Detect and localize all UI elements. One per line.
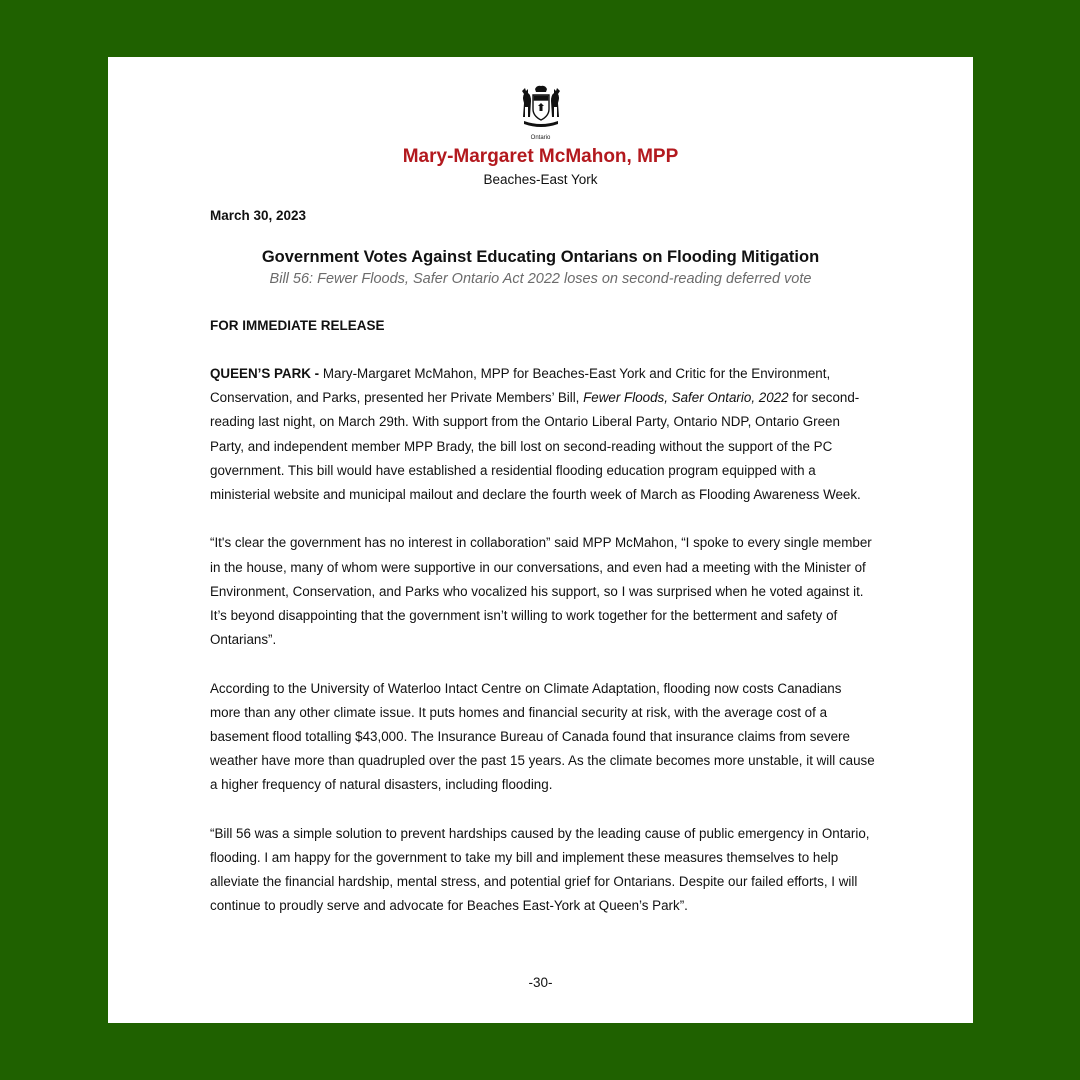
crest-label: Ontario: [530, 135, 551, 141]
dateline: QUEEN’S PARK -: [210, 366, 320, 381]
bill-title: Fewer Floods, Safer Ontario, 2022: [583, 390, 789, 406]
body-text: [210, 362, 875, 943]
press-release-page: [108, 57, 973, 1023]
paragraph-4: “Bill 56 was a simple solution to prevent hardships caused by the leading cause of public emergency in Ontario, flooding. I am happy for the government to take my bill and implement these measures themselves to help alleviate the financial hardship, mental stress, and potential grief for Ontarians. Despite our failed efforts, I will continue to proudly serve and advocate for Beaches East-York at Queen’s Park”.: [210, 825, 870, 914]
paragraph-1-part-1: Mary-Margaret McMahon, MPP for Beaches-East York and Critic for the Environment, Conservation, and Parks, presented her Private Members’ Bill,: [210, 366, 831, 406]
ontario-crest: [108, 83, 973, 142]
paragraph-3: According to the University of Waterloo Intact Centre on Climate Adaptation, flooding now costs Canadians more than any other climate issue. It puts homes and financial security at risk, with the average cost of a basement flood totalling $43,000. The Insurance Bureau of Canada found that insurance claims from severe weather have more than quadrupled over the past 15 years. As the climate becomes more unstable, it will cause a higher frequency of natural disasters, including flooding.: [210, 680, 875, 793]
end-mark: -30-: [528, 975, 553, 990]
paragraph-1: [210, 362, 875, 507]
subheadline: Bill 56: Fewer Floods, Safer Ontario Act 2022 loses on second-reading deferred vote: [269, 271, 812, 287]
paragraph-1-part-2: for second-reading last night, on March 29th. With support from the Ontario Liberal Party, Ontario NDP, Ontario Green Party, and independent member MPP Brady, the bill lost on second-reading without the support of the PC government. This bill would have established a residential flooding education program equipped with a ministerial website and municipal mailout and declare the fourth week of March as Flooding Awareness Week.: [210, 390, 861, 503]
release-date: March 30, 2023: [210, 208, 307, 223]
ontario-coat-of-arms-icon: [516, 83, 566, 131]
headline: Government Votes Against Educating Ontarians on Flooding Mitigation: [261, 248, 820, 266]
riding-name: Beaches-East York: [483, 172, 598, 187]
release-label: FOR IMMEDIATE RELEASE: [210, 318, 385, 333]
paragraph-2: “It's clear the government has no interest in collaboration” said MPP McMahon, “I spoke to every single member in the house, many of whom were supportive in our conversations, and even had a meeting with the Minister of Environment, Conservation, and Parks who vocalized his support, so I was surprised when he voted against it. It’s beyond disappointing that the government isn’t willing to work together for the betterment and safety of Ontarians”.: [210, 535, 872, 648]
mpp-name: Mary-Margaret McMahon, MPP: [402, 146, 679, 167]
